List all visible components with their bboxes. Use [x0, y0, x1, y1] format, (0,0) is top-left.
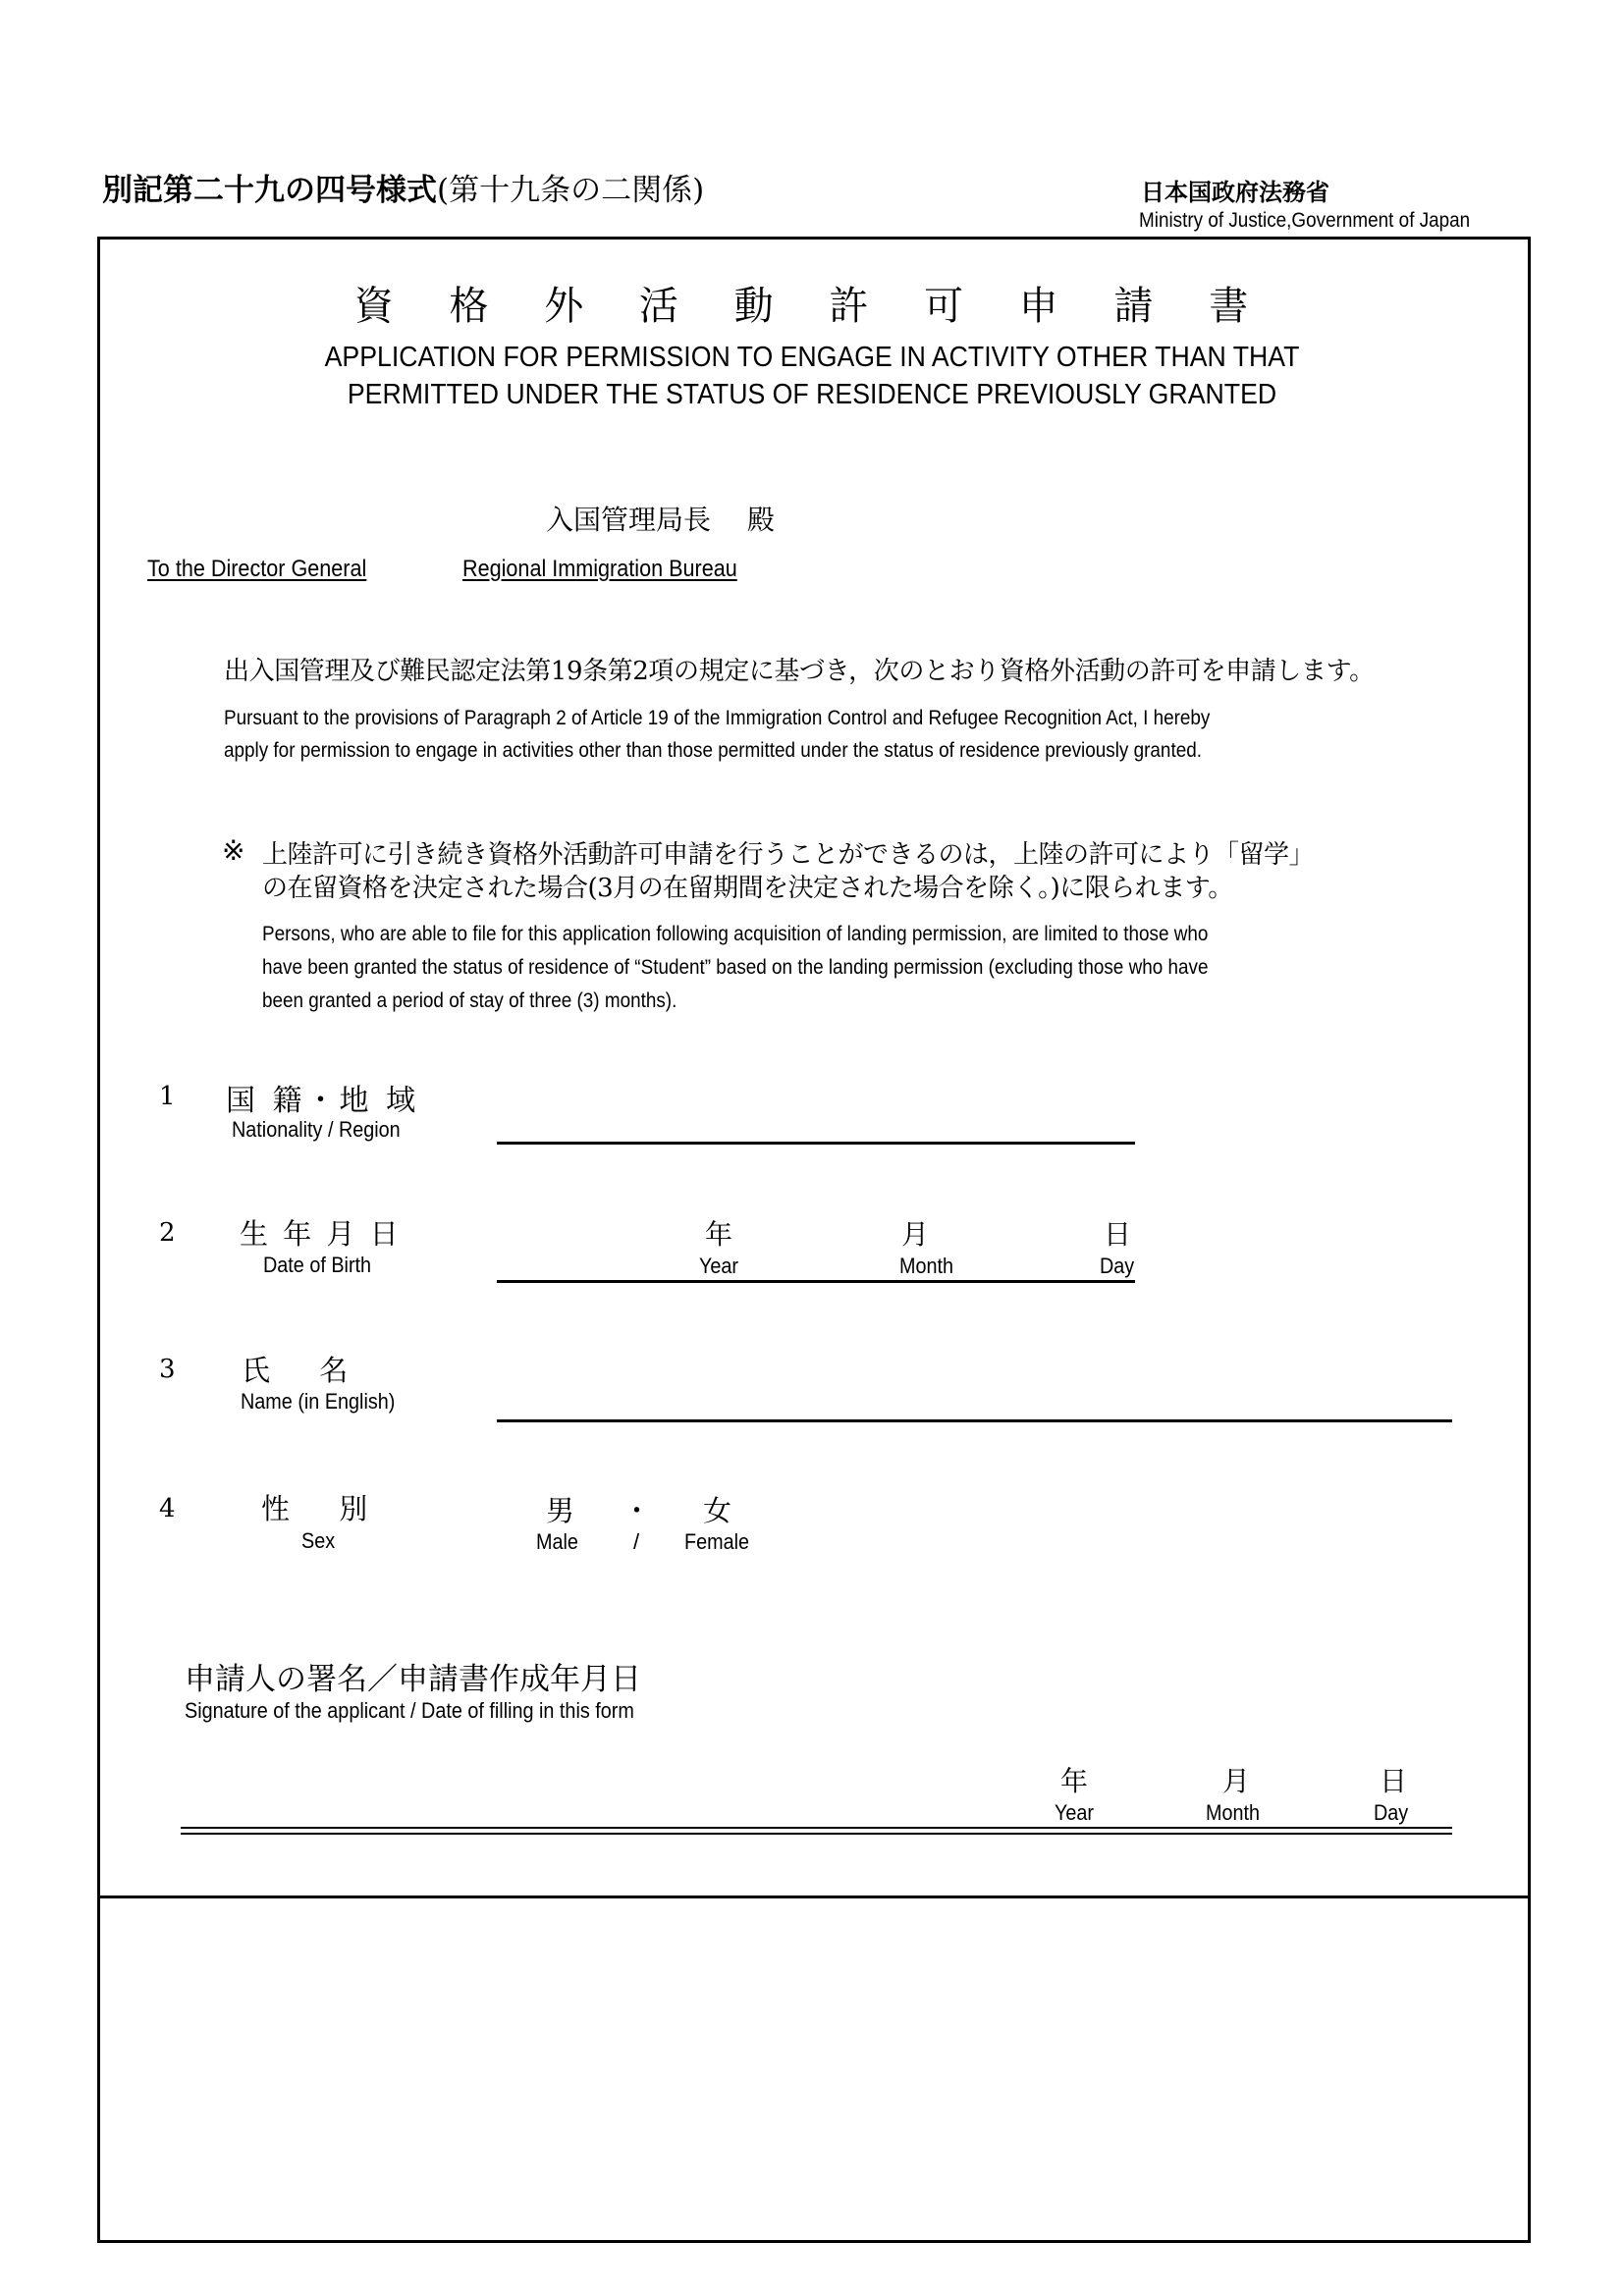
field-number: 4: [159, 1494, 176, 1523]
birth-month-en: Month: [899, 1254, 954, 1278]
sign-year-ja: 年: [1060, 1765, 1089, 1797]
sex-male-ja[interactable]: 男: [546, 1494, 575, 1527]
field-label-ja: 氏 名: [242, 1354, 352, 1387]
field-label-en: Nationality / Region: [232, 1117, 401, 1142]
sex-female-ja[interactable]: 女: [703, 1494, 732, 1527]
field-label-en: Name (in English): [241, 1389, 396, 1414]
section-divider: [97, 1896, 1531, 1898]
ministry-en: Ministry of Justice,Government of Japan: [1139, 209, 1471, 232]
birth-day-ja: 日: [1104, 1218, 1132, 1251]
field-label-en: Date of Birth: [263, 1253, 372, 1277]
sex-separator-ja: ・: [623, 1494, 652, 1527]
title-ja: 資 格 外 活 動 許 可 申 請 書: [353, 284, 1271, 329]
addressee-ja: 入国管理局長 殿: [546, 504, 775, 536]
intro-ja: 出入国管理及び難民認定法第19条第2項の規定に基づき，次のとおり資格外活動の許可を申請します。: [224, 657, 1375, 686]
intro-en-line1: Pursuant to the provisions of Paragraph 2 of Article 19 of the Immigration Control and Refugee Recognition Act, I hereby: [224, 707, 1211, 729]
field-label-ja: 性 別: [261, 1492, 372, 1525]
form-code-main: 別記第二十九の四号様式: [102, 173, 437, 208]
note-mark: ※: [222, 834, 245, 867]
birth-month-ja: 月: [901, 1218, 930, 1251]
signature-line-lower: [181, 1833, 1452, 1835]
note-ja-line2: の在留資格を決定された場合(3月の在留期間を決定された場合を除く。)に限られます。: [262, 874, 1233, 903]
signature-label-en: Signature of the applicant / Date of filling in this form: [185, 1698, 634, 1723]
note-en-line3: been granted a period of stay of three (3) months).: [262, 989, 677, 1012]
field-number: 3: [159, 1355, 176, 1384]
addressee-director: To the Director General: [147, 556, 367, 582]
addressee-bureau: Regional Immigration Bureau: [462, 556, 737, 582]
birth-year-ja: 年: [705, 1218, 733, 1251]
field-label-ja: 生 年 月 日: [240, 1217, 402, 1251]
sign-day-ja: 日: [1380, 1765, 1408, 1797]
note-en-line2: have been granted the status of residence of “Student” based on the landing permission (excluding those who have: [262, 956, 1209, 979]
form-code: [102, 165, 704, 209]
signature-label-ja: 申請人の署名／申請書作成年月日: [185, 1662, 641, 1697]
birth-day-en: Day: [1100, 1254, 1135, 1278]
title-en-line1: APPLICATION FOR PERMISSION TO ENGAGE IN ACTIVITY OTHER THAN THAT: [324, 342, 1300, 373]
birth-year-en: Year: [699, 1254, 739, 1278]
sign-month-en: Month: [1206, 1800, 1261, 1825]
field-number: 1: [159, 1082, 176, 1111]
ministry-ja: 日本国政府法務省: [1141, 179, 1329, 206]
note-ja-line1: 上陸許可に引き続き資格外活動許可申請を行うことができるのは，上陸の許可により「留学」: [262, 840, 1315, 870]
form-code-ref: (第十九条の二関係): [437, 173, 705, 208]
sex-separator-en: /: [633, 1529, 640, 1554]
note-en-line1: Persons, who are able to file for this application following acquisition of landing permission, are limited to those who: [262, 923, 1209, 945]
sign-day-en: Day: [1374, 1800, 1409, 1825]
name-input-line[interactable]: [497, 1419, 1452, 1422]
field-number: 2: [159, 1218, 176, 1248]
field-label-ja: 国 籍・地 域: [226, 1084, 420, 1118]
sign-month-ja: 月: [1222, 1765, 1251, 1797]
sex-male-en[interactable]: Male: [536, 1529, 578, 1554]
intro-en-line2: apply for permission to engage in activities other than those permitted under the status of residence previously granted.: [224, 739, 1202, 762]
nationality-input-line[interactable]: [497, 1142, 1135, 1145]
field-label-en: Sex: [301, 1528, 336, 1553]
sex-female-en[interactable]: Female: [684, 1529, 750, 1554]
signature-line-upper[interactable]: [181, 1827, 1452, 1829]
title-en-line2: PERMITTED UNDER THE STATUS OF RESIDENCE PREVIOUSLY GRANTED: [347, 379, 1277, 410]
sign-year-en: Year: [1055, 1800, 1095, 1825]
birth-date-input-line[interactable]: [497, 1280, 1135, 1283]
